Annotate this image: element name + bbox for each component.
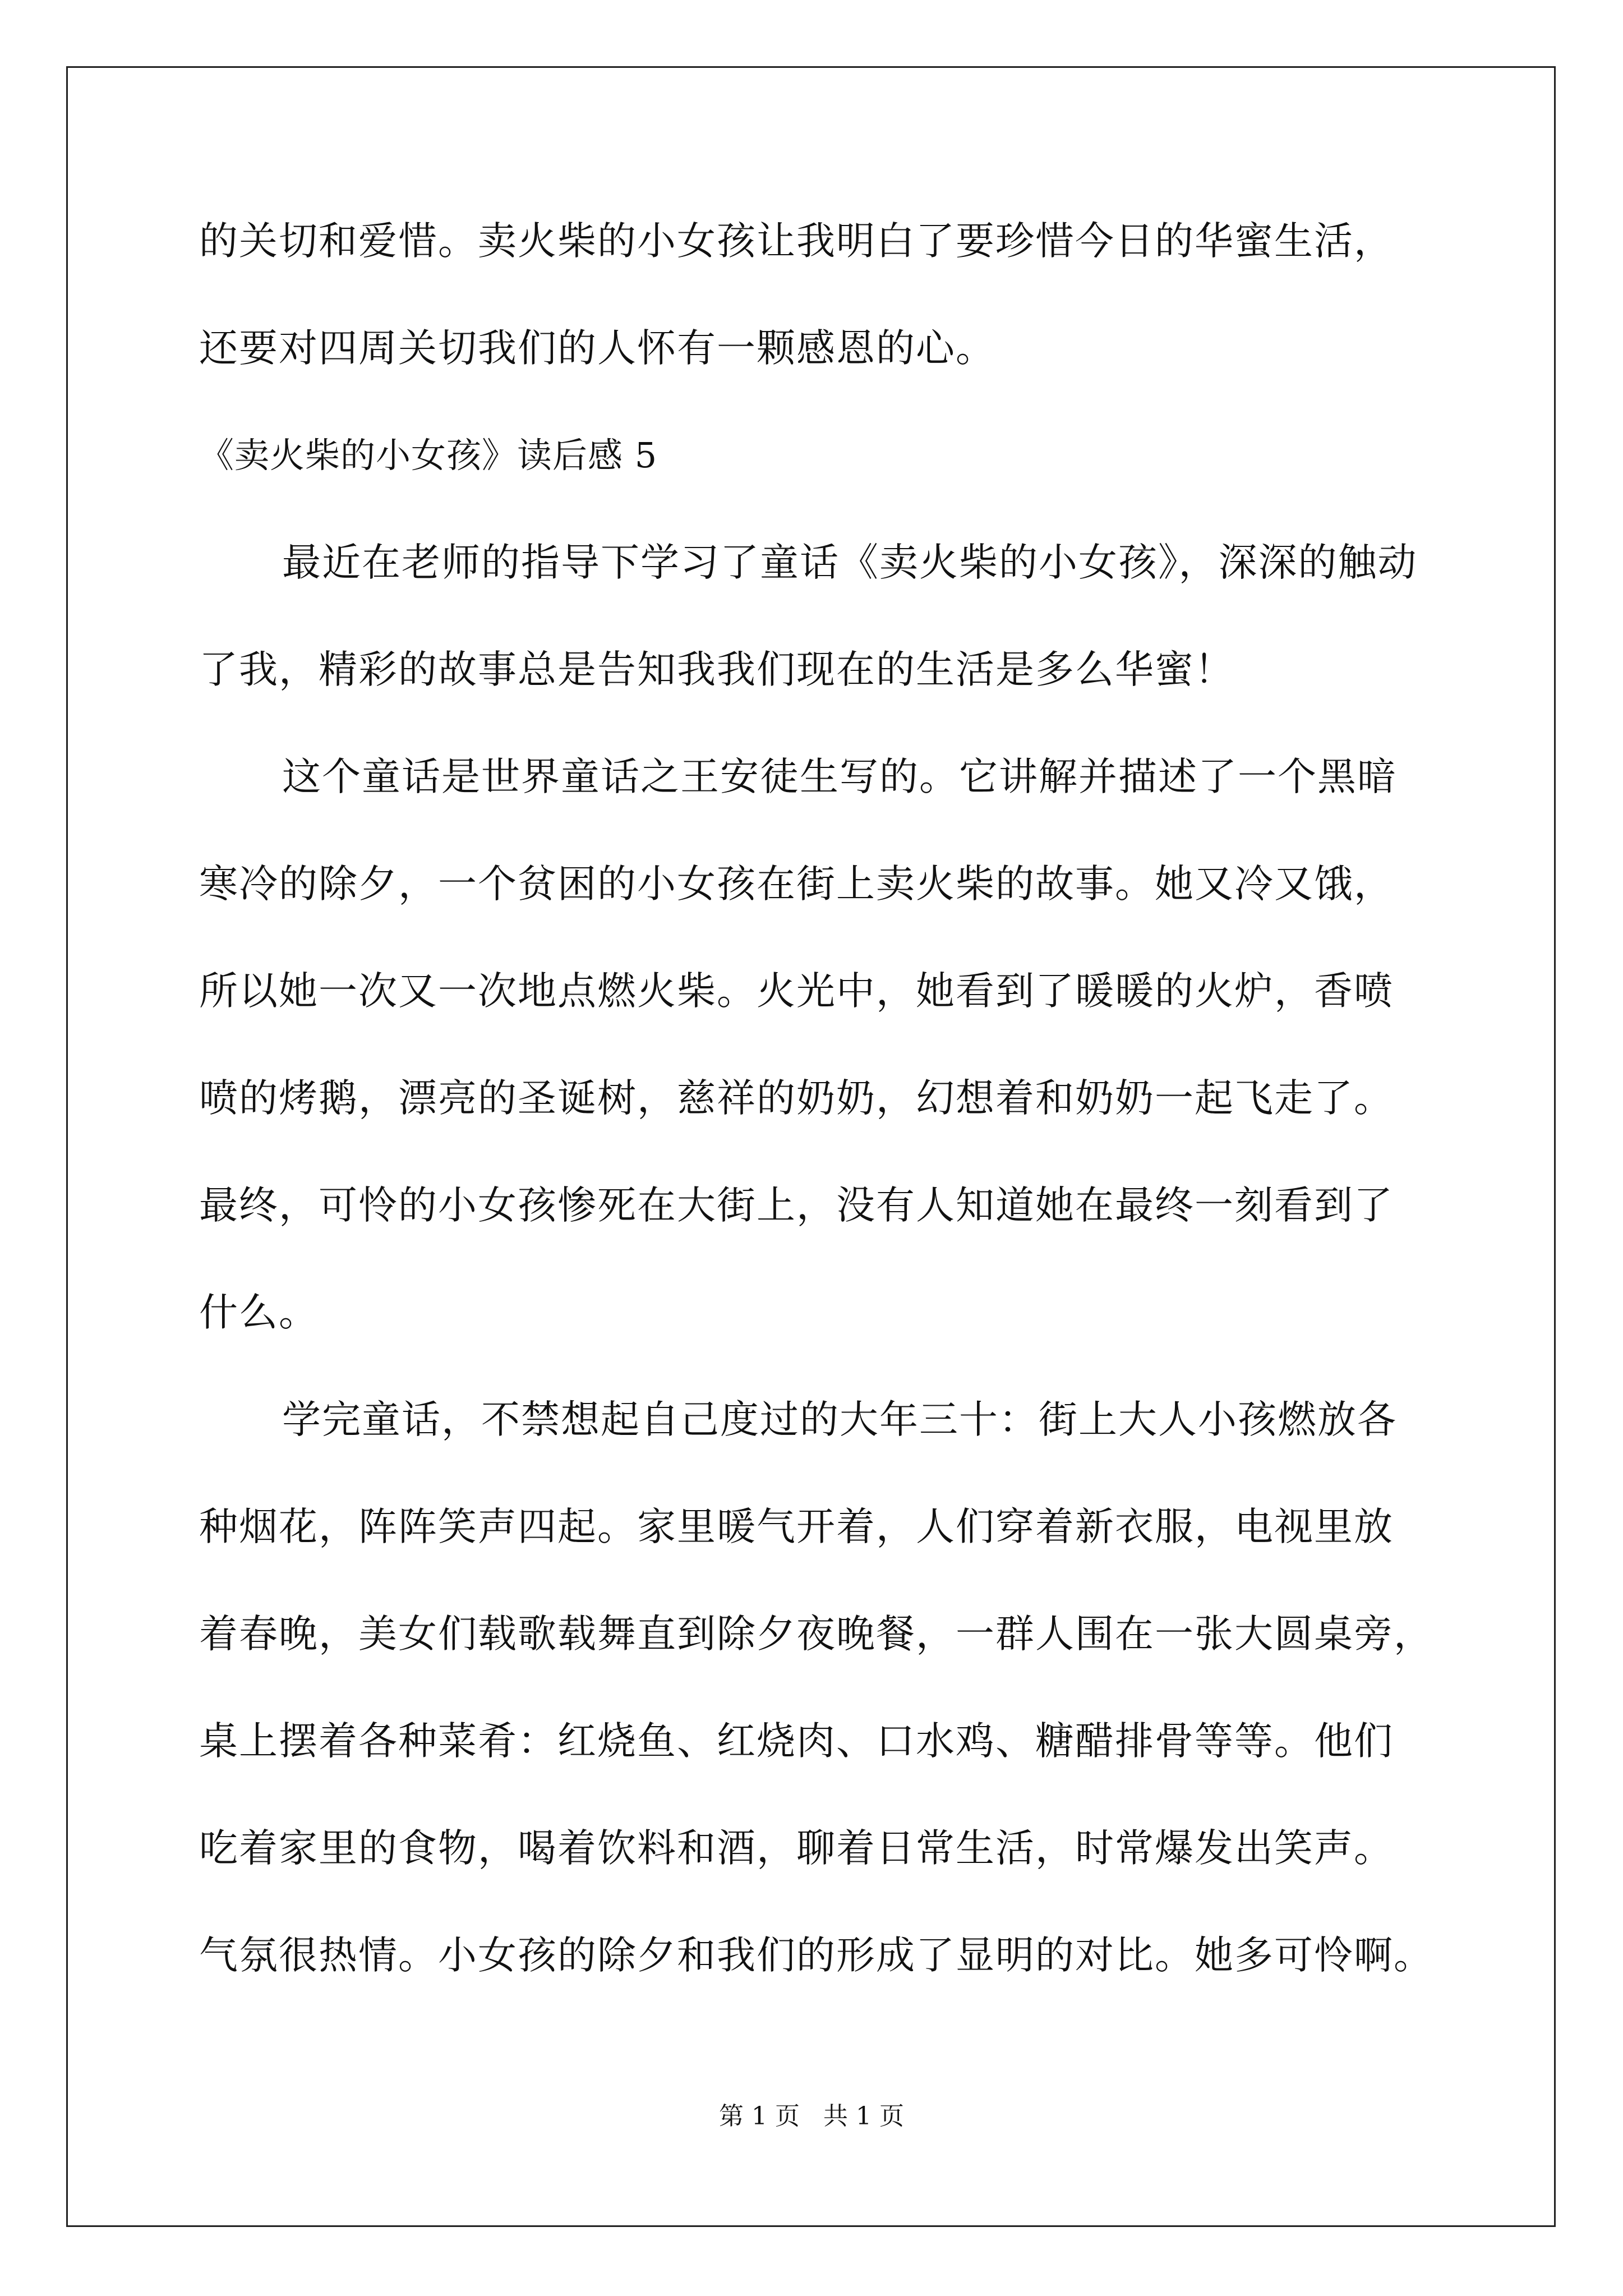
text-line-5: 了我，精彩的故事总是告知我我们现在的生活是多么华蜜！	[199, 647, 1234, 692]
text-line-2: 还要对四周关切我们的人怀有一颗感恩的心。	[199, 326, 995, 371]
text-line-7: 寒冷的除夕，一个贫困的小女孩在街上卖火柴的故事。她又冷又饿，	[199, 862, 1394, 907]
document-body	[199, 219, 1433, 2040]
text-line-4: 最近在老师的指导下学习了童话《卖火柴的小女孩》，深深的触动	[282, 540, 1418, 585]
text-line-10: 最终，可怜的小女孩惨死在大街上，没有人知道她在最终一刻看到了	[199, 1183, 1394, 1228]
text-line-13: 种烟花，阵阵笑声四起。家里暖气开着，人们穿着新衣服，电视里放	[199, 1504, 1394, 1549]
section-title: 《卖火柴的小女孩》读后感 5	[199, 435, 658, 476]
text-line-9: 喷的烤鹅，漂亮的圣诞树，慈祥的奶奶，幻想着和奶奶一起飞走了。	[199, 1076, 1394, 1121]
text-line-14: 着春晚，美女们载歌载舞直到除夕夜晚餐，一群人围在一张大圆桌旁，	[199, 1612, 1433, 1657]
text-line-11: 什么。	[199, 1290, 319, 1335]
text-line-15: 桌上摆着各种菜肴：红烧鱼、红烧肉、口水鸡、糖醋排骨等等。他们	[199, 1719, 1394, 1764]
page-number-footer: 第 1 页 共 1 页	[719, 2102, 904, 2131]
text-line-16: 吃着家里的食物，喝着饮料和酒，聊着日常生活，时常爆发出笑声。	[199, 1826, 1394, 1871]
text-line-6: 这个童话是世界童话之王安徒生写的。它讲解并描述了一个黑暗	[282, 754, 1397, 799]
text-line-8: 所以她一次又一次地点燃火柴。火光中，她看到了暖暖的火炉，香喷	[199, 969, 1394, 1014]
text-line-17: 气氛很热情。小女孩的除夕和我们的形成了显明的对比。她多可怜啊。	[199, 1933, 1433, 1978]
text-line-12: 学完童话，不禁想起自己度过的大年三十：街上大人小孩燃放各	[282, 1397, 1397, 1442]
text-line-1: 的关切和爱惜。卖火柴的小女孩让我明白了要珍惜今日的华蜜生活，	[199, 219, 1394, 264]
